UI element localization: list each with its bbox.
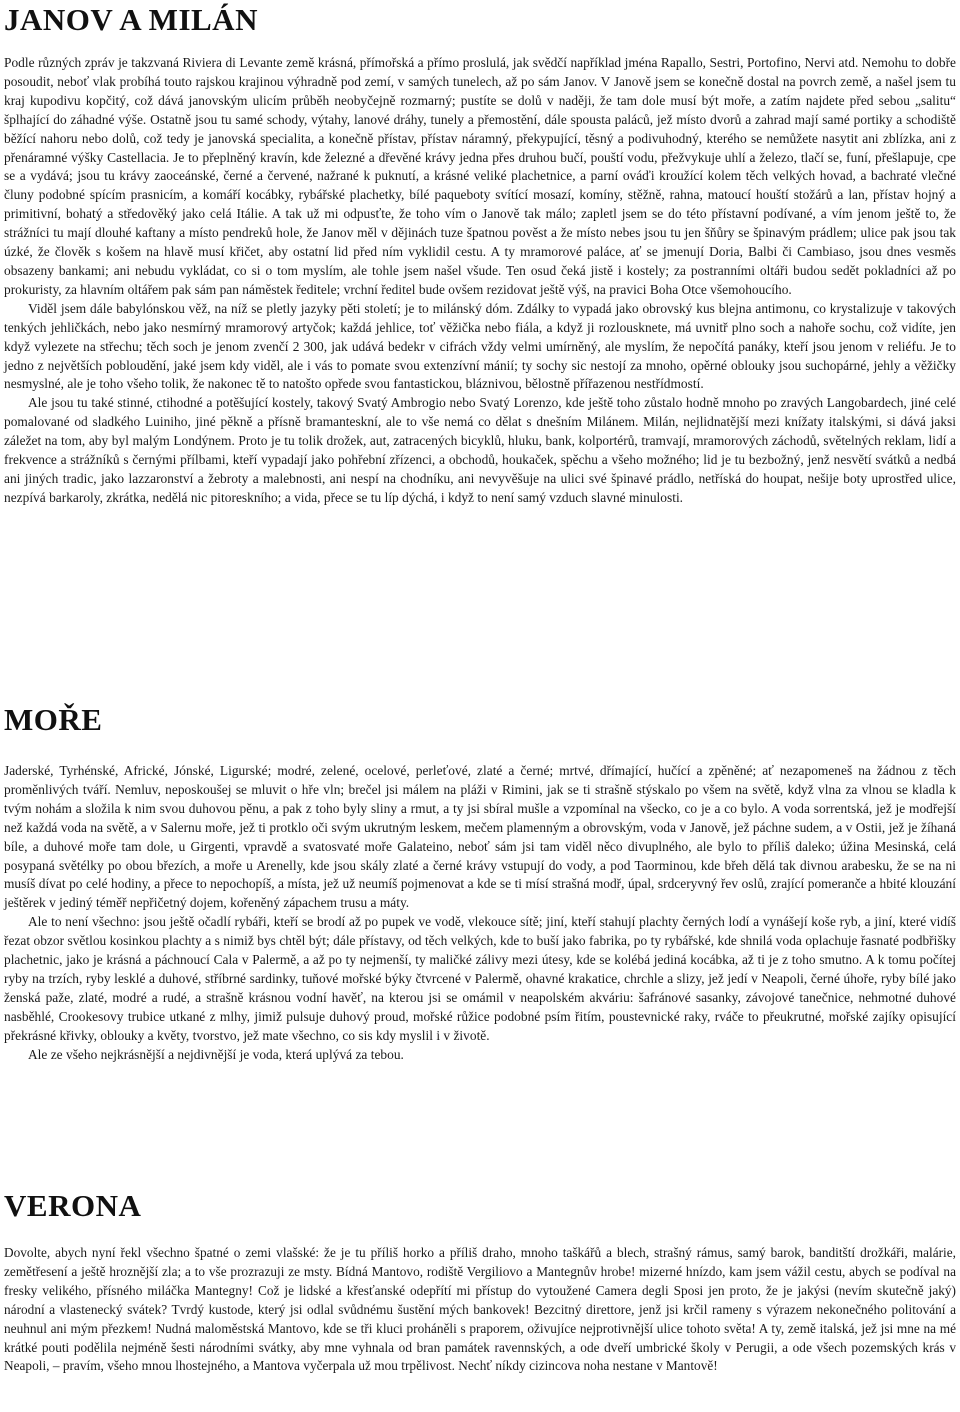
chapter-title: MOŘE (4, 702, 103, 737)
paragraph: Ale ze všeho nejkrásnější a nejdivnější je voda, která uplývá za tebou. (28, 1046, 404, 1062)
paragraph: Viděl jsem dále babylónskou věž, na níž se pletly jazyky pěti století; je to milánský dóm. Zdálky to vypadá jako obrovský kus blejna antimonu, co krystalizuje v takových tenkých jehličkách, nebo jako nesmírný mramorový artyčok; každá jehlice, toť věžička nebo fiála, a když ji rozlousknete, má uvnitř plno soch a nahoře sochu, což vidíte, jen když vylezete na střechu; těch soch je jenom zvenčí 2 300, jak udává bedekr v cifrách vždy velmi umírněný, ale myslím, že nepočítá panáky, kteří jsou jenom v reliéfu. Je to jedno z největších pobloudění, jaké jsem kdy viděl, ale i vás to pomate svou extenzívní mánií; ty sochy sic nestojí za mnoho, opěrné oblouky jsou suchopárné, jehly a věžičky nesmyslné, ale je toho všeho tolik, že nakonec tě to natošto opřede svou fantastickou, bláznivou, bělostně přířazenou nestřídmostí. (4, 300, 956, 392)
chapter-body (4, 762, 956, 1065)
paragraph: Ale jsou tu také stinné, ctihodné a potěšující kostely, takový Svatý Ambrogio nebo Svatý Lorenzo, kde ještě toho zůstalo hodně mnoho po zravých Langobardech, jiné celé pomalované od sladkého Luiniho, jiné pěkně a přísně bramanteskní, ale to vše nemá co dělat s dnešním Milánem. Milán, nejlidnatější mezi knížaty italskými, si dává jaksi záležet na tom, aby byl malým Londýnem. Proto je tu tolik drožek, aut, zatracených bicyklů, hluku, bank, kolportérů, tramvají, mramorových záchodů, světelných reklam, lidí a frekvence a strážníků s černými přílbami, kteří vypadají jako pohřební zřízenci, a obchodů, houkaček, spěchu a všeho možného; lid je tu bezbožný, jenž nesvětí svátků a nedbá ani jiných tradic, jako lazzaronství a žebroty a malebnosti, ani nespí na chodníku, ani nevyvěšuje na ulici své špinavé prádlo, netříská do houpat, nešije boty uprostřed ulice, nezpívá barkaroly, zkrátka, nedělá nic pitoreskního; a vida, přece se tu líp dýchá, i když to není samý vzduch slavné minulosti. (4, 395, 956, 505)
chapter-body (4, 54, 956, 508)
chapter-janov-a-milan (4, 0, 956, 508)
chapter-title: VERONA (4, 1188, 142, 1223)
chapter-verona (4, 1186, 956, 1376)
chapter-title: JANOV A MILÁN (4, 2, 258, 37)
chapter-more (4, 700, 956, 1065)
paragraph: Dovolte, abych nyní řekl všechno špatné o zemi vlašské: že je tu příliš horko a příliš draho, mnoho taškářů a blech, strašný rámus, samý barok, banditští drožkáři, malárie, zemětřesení a ještě hroznější zla; a to vše prozrazuji ze msty. Bídná Mantovo, rodiště Vergiliovo a Mantegnův hrobe! mizerné hnízdo, kam jsem vážil cestu, abych se podíval na fresky velikého, přísného miláčka Mantegny! Což je lidské a křesťanské odepřítí mi přístup do vytoužené Camera degli Sposi jen proto, že je jakýsi (nevím skutečně jaký) národní a vlastenecký svátek? Tvrdý kustode, který jsi odlal svůdnému šustění mých bankovek! Bezcitný direttore, jenž jsi krčil rameny s výrazem nekonečného politování a neuhnul ani mým přezkem! Nudná maloměstská Mantovo, kde se tři kluci proháněli s praporem, oživujíce nejprotivnější ulice tohoto světa! A ty, země italská, jež jsi mne na mé krátké pouti podělila nejméně šesti národními svátky, aby mne vyhnala od bran památek ravennských, a ode dveří umbrické školy v Perugii, a ode všech pozemských krás v Neapoli, – pravím, všeho mnou lhostejného, a Mantova vyčerpala už mou trpělivost. Nechť níkdy cizincova noha nestane v Mantově! (4, 1245, 956, 1374)
chapter-body (4, 1244, 956, 1376)
paragraph: Ale to není všechno: jsou ještě očadlí rybáři, kteří se brodí až po pupek ve vodě, vlekouce sítě; jiní, kteří stahují plachty černých lodí a vynášejí koše ryb, a jiní, které vidíš řezat obzor světlou kosinkou plachty a s nimiž bys chtěl být; dále přístavy, od těch velkých, kde to buší jako fabrika, po ty rybářské, kde shnilá voda oplachuje řasnaté podbřišky plachetnic, jako je krásná a páchnoucí Cala v Palermě, a až po ty nejmenší, ty maličké zálivy mezi útesy, kde se kolébá jediná kocábka, až ti je z toho smutno. A k tomu počítej ryby na trzích, ryby lesklé a duhové, stříbrné sardinky, tuňové mořské býky čtvrcené v Palermě, ohavné krakatice, chrchle a slizy, jež jedí v Neapoli, černé úhoře, ryby bílé jako ženská paže, zlaté, modré a rudé, a strašně krásnou vodní havěť, na kterou jsi se omámil v neapolském akváriu: šafránové sasanky, závojové tanečnice, nehmotné duhové nasběhlé, Crookesovy trubice utkané z mlhy, jimiž pulsuje duhový proud, mořské růžice podobné psím řitím, poustevnické raky, rváče to přeukrutné, mořské zajíky opisující překrásné křivky, oblouky a květy, tvorstvo, jež mate všechno, co sis kdy myslil i v životě. (4, 914, 956, 1043)
paragraph: Jaderské, Tyrhénské, Africké, Jónské, Ligurské; modré, zelené, ocelové, perleťové, zlaté a černé; mrtvé, dřímající, hučící a zpěněné; ať nezapomeneš na žádnou z těch proměnlivých tváří. Nemluv, neposkoušej se mluvit o hře vln; brečel jsi málem na pláži v Rimini, jak se ti strašně stýskalo po všem na světě, když vlna za vlnou se kladla k tvým nohám a složila k nim svou duhovou pěnu, a pak z toho byly sliny a rmut, a ty jsi sbíral mušle a vzpomínal na všecko, co je a co bylo. A voda sorrentská, jež je modřejší než každá voda na světě, a v Salernu moře, jež ti protklo oči svým ukrutným leskem, mečem plamenným a obrovským, voda v Janově, jež páchne sudem, a v Ostii, jež je žíhaná bíle, a duhové moře tam dole, u Girgenti, vpravdě a svatosvaté moře Galateino, neboť sám jsi tam viděl něco divuplného, ale bylo to příliš daleko; úžina Mesinská, celá posypaná světélky po obou březích, a moře u Arenelly, kde jsou skály zlaté a černé krávy vstupují do vody, a pod Taorminou, kde břeh dělá tak divnou arabesku, že se na ni musíš dívat po celé hodiny, a přece to nepochopíš, a místa, jež už neumíš pojmenovat a kde se ti mísí strašná modř, úpal, srdceryvný řev oslů, zrající pomeranče a hbité klouzání ještěrek v jediný téměř nepřičetný dojem, kořeněný zápachem trusu a máty. (4, 763, 956, 911)
paragraph: Podle různých zpráv je takzvaná Riviera di Levante země krásná, přímořská a přímo proslulá, jak svědčí například jména Rapallo, Sestri, Portofino, Nervi atd. Nemohu to dobře posoudit, neboť vlak probíhá touto rajskou krajinou výhradně pod zemí, v samých tunelech, až po sám Janov. V Janově jsem se konečně dostal na povrch země, a našel jsem tu kraj kupodivu kopčitý, což dává janovským ulicím průběh neobyčejně rozmarný; pustíte se dolů v naději, že tam dole musí být moře, a zatím najdete před sebou „salitu“ šplhající do záhadné výše. Ostatně jsou tu samé schody, výtahy, lanové dráhy, tunely a přemostění, dále spousta paláců, jež místo dvorů a zahrad mají samé portiky a schodiště běžící nahoru nebo dolů, což tedy je janovská specialita, a konečně přístav, přístav náramný, překypující, těsný a podivuhodný, kterého se nemůžete nasytit ani zblízka, ani z přenáramné výšky Castellacia. Je to přeplněný kravín, kde železné a dřevěné krávy jedna přes druhou bučí, pouští vodu, přežvykuje uhlí a železo, tlačí se, funí, přešlapuje, cpe se a vydává; jsou tu krávy zaoceánské, černé a červené, nažrané k puknutí, a krásné veliké plachetnice, a parní ováďi kroužící kolem těch velkých hovad, a bachraté vlečné čluny podobné spícím prasnicím, a komáří kocábky, rybářské plachetky, bílé paquebоty svítící mosazí, komíny, stěžně, rahna, matoucí houští stožárů a lan, přístav hojný a primitivní, bohatý a středověký jako celá Itálie. A tak už mi odpusťte, že toho vím o Janově tak málo; zapletl jsem se do této přístavní podívané, a vím jenom ještě to, že strážníci tu mají dlouhé kaftany a místo pendreků hole, že Janov měl v dějinách tuze špatnou pověst a že místo nebes jsou tu jen šňůry se špinavým prádlem; ulice pak jsou tak úzké, že člověk s košem na hlavě musí křičet, aby ostatní lid před ním vyklidil cestu. A ty mramorové paláce, ať se jmenují Doria, Balbi či Cambiaso, jsou dnes vesměs obsazeny bankami; ani nebudu vykládat, co si o tom myslím, ale tohle jsem našel všude. Ten osud čeká jistě i kostely; za postranními oltáři budou sedět pokladníci až po prokuristy, za hlavním oltářem pak sám pan náměstek ředitele; vrchní ředitel bude ovšem rezidovat ještě výš, na pravici Boha Otce všemohoucího. (4, 55, 956, 297)
